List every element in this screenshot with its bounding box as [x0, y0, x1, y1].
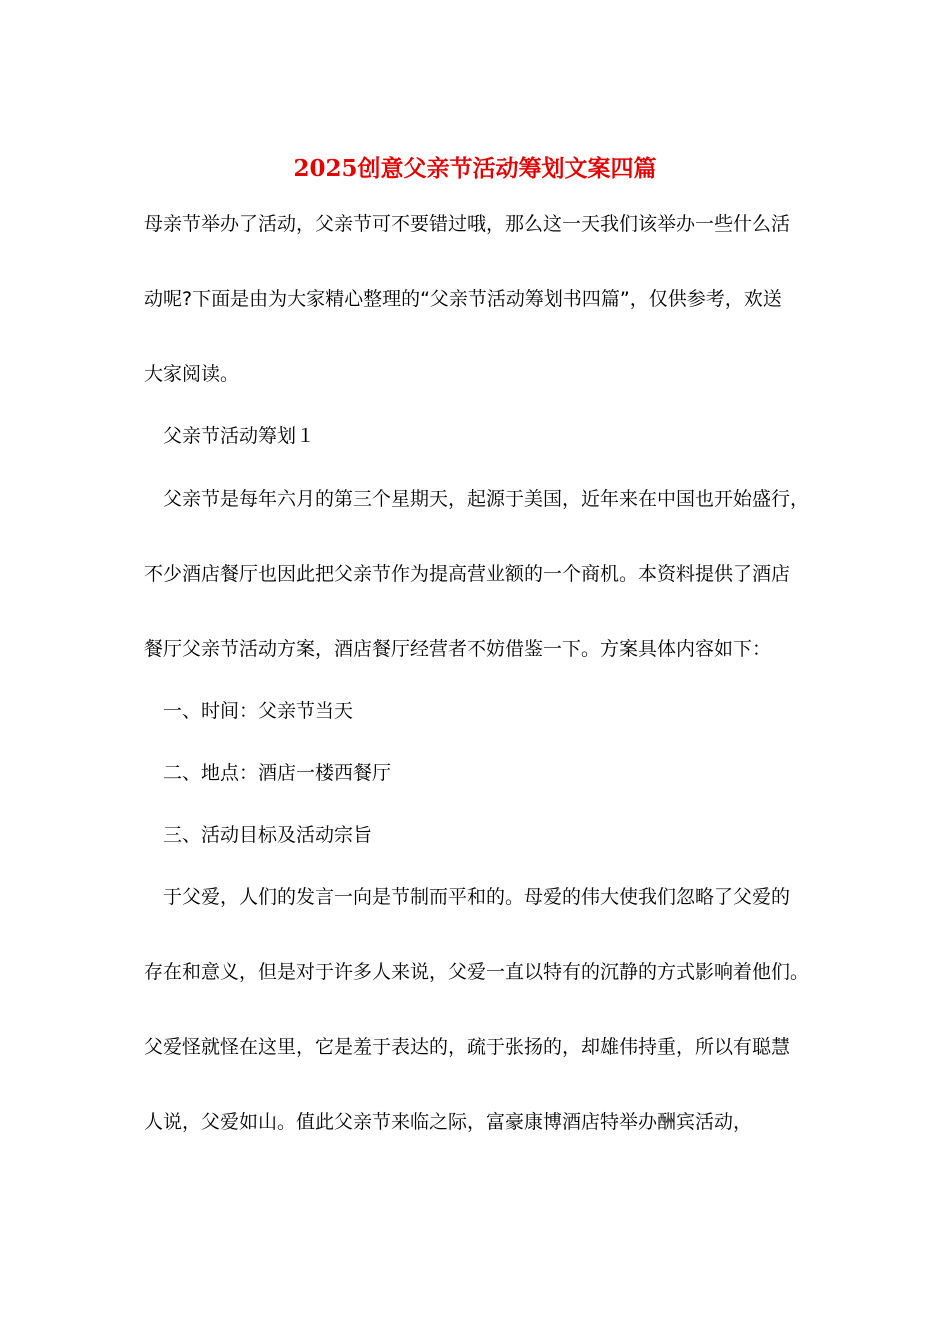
section-heading: 父亲节活动筹划１ [163, 425, 316, 447]
paragraph-line: 餐厅父亲节活动方案，酒店餐厅经营者不妨借鉴一下。方案具体内容如下： [144, 638, 772, 660]
paragraph-line: 存在和意义，但是对于许多人来说，父爱一直以特有的沉静的方式影响着他们。 [144, 961, 810, 983]
paragraph-line: 父爱怪就怪在这里，它是羞于表达的，疏于张扬的，却雄伟持重，所以有聪慧 [144, 1036, 791, 1058]
paragraph-line: 父亲节是每年六月的第三个星期天，起源于美国，近年来在中国也开始盛行， [163, 488, 810, 510]
list-item: 一、时间：父亲节当天 [163, 700, 354, 722]
paragraph-line: 动呢?下面是由为大家精心整理的“父亲节活动筹划书四篇”，仅供参考，欢送 [144, 288, 782, 310]
paragraph-line: 不少酒店餐厅也因此把父亲节作为提高营业额的一个商机。本资料提供了酒店 [144, 563, 791, 585]
paragraph-line: 人说，父爱如山。值此父亲节来临之际，富豪康博酒店特举办酬宾活动， [144, 1111, 753, 1133]
list-item: 二、地点：酒店一楼西餐厅 [163, 762, 392, 784]
document-title: 2025创意父亲节活动筹划文案四篇 [293, 155, 657, 182]
paragraph-line: 大家阅读。 [144, 363, 240, 385]
paragraph-line: 母亲节举办了活动，父亲节可不要错过哦，那么这一天我们该举办一些什么活 [144, 213, 791, 235]
list-item: 三、活动目标及活动宗旨 [163, 824, 373, 846]
paragraph-line: 于父爱，人们的发言一向是节制而平和的。母爱的伟大使我们忽略了父爱的 [163, 886, 791, 908]
